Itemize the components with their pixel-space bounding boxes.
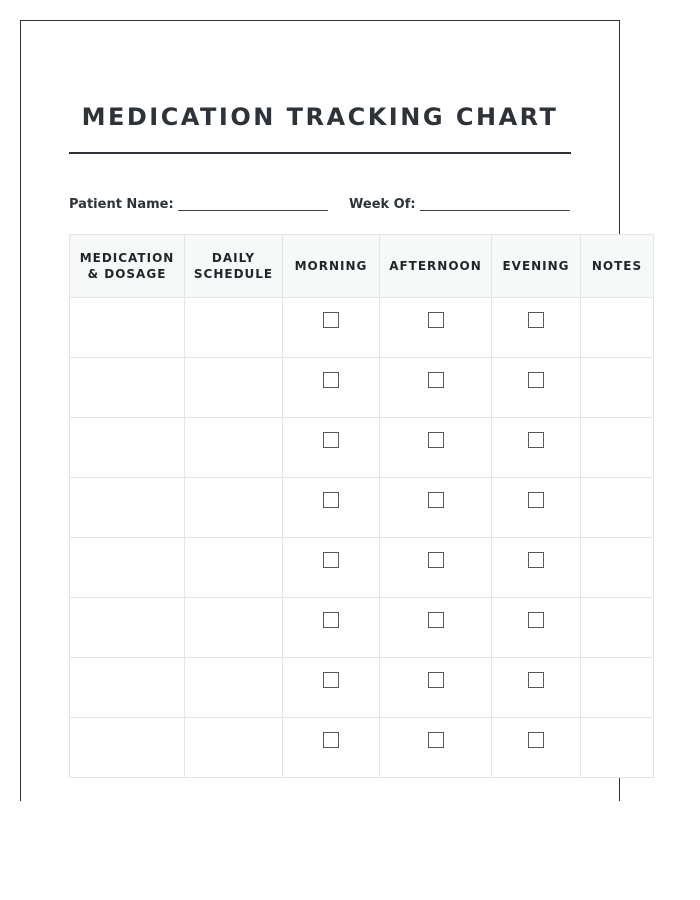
table-row <box>70 298 654 358</box>
morning-cell <box>283 658 380 718</box>
header-evening: EVENING <box>492 235 581 298</box>
evening-checkbox[interactable] <box>528 612 544 628</box>
table-row <box>70 358 654 418</box>
daily-schedule-cell[interactable] <box>185 358 283 418</box>
table-row <box>70 478 654 538</box>
medication-dosage-cell[interactable] <box>70 418 185 478</box>
medication-dosage-cell[interactable] <box>70 298 185 358</box>
table-header-row <box>70 235 654 298</box>
medication-dosage-cell[interactable] <box>70 658 185 718</box>
notes-cell[interactable] <box>581 658 654 718</box>
morning-checkbox[interactable] <box>323 732 339 748</box>
morning-cell <box>283 418 380 478</box>
afternoon-cell <box>380 358 492 418</box>
afternoon-cell <box>380 538 492 598</box>
afternoon-cell <box>380 478 492 538</box>
daily-schedule-cell[interactable] <box>185 658 283 718</box>
daily-schedule-cell[interactable] <box>185 418 283 478</box>
morning-checkbox[interactable] <box>323 492 339 508</box>
evening-cell <box>492 298 581 358</box>
morning-cell <box>283 298 380 358</box>
daily-schedule-cell[interactable] <box>185 478 283 538</box>
afternoon-cell <box>380 598 492 658</box>
afternoon-checkbox[interactable] <box>428 312 444 328</box>
evening-cell <box>492 478 581 538</box>
document-title: MEDICATION TRACKING CHART <box>81 103 559 131</box>
morning-checkbox[interactable] <box>323 432 339 448</box>
daily-schedule-cell[interactable] <box>185 718 283 778</box>
notes-cell[interactable] <box>581 538 654 598</box>
week-of-blank[interactable]: _______________________ <box>420 197 570 212</box>
header-medication-line1: MEDICATION <box>79 251 175 265</box>
afternoon-cell <box>380 418 492 478</box>
afternoon-checkbox[interactable] <box>428 552 444 568</box>
title-divider <box>69 152 571 154</box>
afternoon-cell <box>380 658 492 718</box>
afternoon-checkbox[interactable] <box>428 732 444 748</box>
afternoon-cell <box>380 298 492 358</box>
evening-checkbox[interactable] <box>528 372 544 388</box>
header-medication-dosage <box>70 235 185 298</box>
header-daily-line1: DAILY <box>211 251 256 265</box>
table-row <box>70 598 654 658</box>
notes-cell[interactable] <box>581 718 654 778</box>
notes-cell[interactable] <box>581 418 654 478</box>
header-medication-line2: & DOSAGE <box>87 267 167 281</box>
afternoon-checkbox[interactable] <box>428 672 444 688</box>
medication-dosage-cell[interactable] <box>70 358 185 418</box>
morning-cell <box>283 478 380 538</box>
header-afternoon: AFTERNOON <box>380 235 492 298</box>
evening-cell <box>492 598 581 658</box>
morning-cell <box>283 538 380 598</box>
afternoon-checkbox[interactable] <box>428 612 444 628</box>
morning-checkbox[interactable] <box>323 612 339 628</box>
evening-cell <box>492 358 581 418</box>
afternoon-cell <box>380 718 492 778</box>
notes-cell[interactable] <box>581 298 654 358</box>
morning-cell <box>283 718 380 778</box>
evening-cell <box>492 658 581 718</box>
afternoon-checkbox[interactable] <box>428 492 444 508</box>
medication-dosage-cell[interactable] <box>70 478 185 538</box>
table-row <box>70 418 654 478</box>
table-row <box>70 718 654 778</box>
morning-checkbox[interactable] <box>323 372 339 388</box>
daily-schedule-cell[interactable] <box>185 538 283 598</box>
medication-dosage-cell[interactable] <box>70 718 185 778</box>
table-body <box>70 298 654 778</box>
evening-checkbox[interactable] <box>528 732 544 748</box>
evening-checkbox[interactable] <box>528 312 544 328</box>
daily-schedule-cell[interactable] <box>185 298 283 358</box>
header-daily-line2: SCHEDULE <box>193 267 274 281</box>
notes-cell[interactable] <box>581 478 654 538</box>
morning-checkbox[interactable] <box>323 672 339 688</box>
morning-checkbox[interactable] <box>323 312 339 328</box>
header-notes: NOTES <box>581 235 654 298</box>
medication-table <box>69 234 654 778</box>
evening-checkbox[interactable] <box>528 432 544 448</box>
morning-checkbox[interactable] <box>323 552 339 568</box>
notes-cell[interactable] <box>581 358 654 418</box>
morning-cell <box>283 598 380 658</box>
morning-cell <box>283 358 380 418</box>
table-row <box>70 658 654 718</box>
evening-checkbox[interactable] <box>528 552 544 568</box>
evening-cell <box>492 418 581 478</box>
evening-checkbox[interactable] <box>528 672 544 688</box>
medication-dosage-cell[interactable] <box>70 538 185 598</box>
afternoon-checkbox[interactable] <box>428 432 444 448</box>
evening-cell <box>492 538 581 598</box>
afternoon-checkbox[interactable] <box>428 372 444 388</box>
notes-cell[interactable] <box>581 598 654 658</box>
week-of-field <box>349 197 570 212</box>
evening-checkbox[interactable] <box>528 492 544 508</box>
daily-schedule-cell[interactable] <box>185 598 283 658</box>
table-row <box>70 538 654 598</box>
patient-name-field <box>69 197 328 212</box>
evening-cell <box>492 718 581 778</box>
header-morning: MORNING <box>283 235 380 298</box>
week-of-label: Week Of: <box>349 197 416 212</box>
header-daily-schedule <box>185 235 283 298</box>
medication-dosage-cell[interactable] <box>70 598 185 658</box>
patient-name-blank[interactable]: _______________________ <box>178 197 328 212</box>
patient-name-label: Patient Name: <box>69 197 174 212</box>
